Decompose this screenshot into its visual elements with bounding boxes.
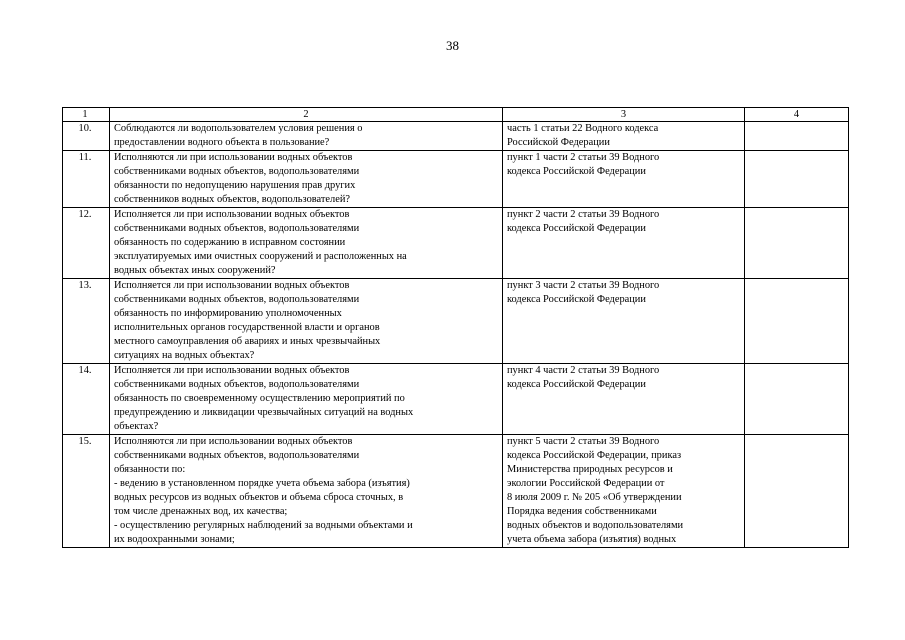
question-line: собственниками водных объектов, водопользователями bbox=[114, 223, 360, 234]
legal-basis-cell bbox=[503, 151, 745, 208]
legal-basis-cell bbox=[503, 364, 745, 435]
header-col-basis: 3 bbox=[503, 108, 745, 122]
question-cell bbox=[110, 208, 503, 279]
legal-basis-line: пункт 2 части 2 статьи 39 Водного bbox=[507, 209, 660, 220]
legal-basis-line: пункт 5 части 2 статьи 39 Водного bbox=[507, 436, 660, 447]
legal-basis-line: кодекса Российской Федерации bbox=[507, 379, 646, 390]
legal-basis-line: Порядка ведения собственниками bbox=[507, 506, 657, 517]
legal-basis-line: кодекса Российской Федерации bbox=[507, 166, 646, 177]
question-line: ситуациях на водных объектах? bbox=[114, 350, 255, 361]
question-line: собственников водных объектов, водопользователей? bbox=[114, 194, 351, 205]
legal-basis-cell bbox=[503, 435, 745, 548]
table-body bbox=[63, 122, 849, 548]
question-line: - ведению в установленном порядке учета объема забора (изъятия) bbox=[114, 478, 410, 489]
question-line: обязанности по: bbox=[114, 464, 186, 475]
question-line: - осуществлению регулярных наблюдений за водными объектами и bbox=[114, 520, 413, 531]
note-cell bbox=[745, 208, 849, 279]
question-line: Исполняется ли при использовании водных объектов bbox=[114, 280, 350, 291]
question-line: обязанность по информированию уполномоченных bbox=[114, 308, 342, 319]
question-line: обязанности по недопущению нарушения прав других bbox=[114, 180, 356, 191]
question-line: предупреждению и ликвидации чрезвычайных ситуаций на водных bbox=[114, 407, 414, 418]
note-cell bbox=[745, 279, 849, 364]
page-number: 38 bbox=[446, 38, 459, 53]
row-number: 11. bbox=[63, 151, 110, 208]
question-line: обязанность по своевременному осуществлению мероприятий по bbox=[114, 393, 405, 404]
question-line: предоставлении водного объекта в пользование? bbox=[114, 137, 330, 148]
table-row bbox=[63, 151, 849, 208]
question-line: местного самоуправления об авариях и иных чрезвычайных bbox=[114, 336, 381, 347]
legal-basis-line: пункт 4 части 2 статьи 39 Водного bbox=[507, 365, 660, 376]
question-line: Исполняются ли при использовании водных объектов bbox=[114, 436, 353, 447]
row-number: 13. bbox=[63, 279, 110, 364]
note-cell bbox=[745, 364, 849, 435]
header-col-number: 1 bbox=[63, 108, 110, 122]
question-cell bbox=[110, 122, 503, 151]
question-line: их водоохранными зонами; bbox=[114, 534, 235, 545]
question-line: исполнительных органов государственной власти и органов bbox=[114, 322, 380, 333]
question-cell bbox=[110, 364, 503, 435]
legal-basis-line: пункт 3 части 2 статьи 39 Водного bbox=[507, 280, 660, 291]
question-line: водных ресурсов из водных объектов и объема сброса сточных, в bbox=[114, 492, 404, 503]
question-cell bbox=[110, 279, 503, 364]
row-number: 14. bbox=[63, 364, 110, 435]
legal-basis-line: экологии Российской Федерации от bbox=[507, 478, 665, 489]
question-line: Исполняется ли при использовании водных объектов bbox=[114, 365, 350, 376]
question-line: собственниками водных объектов, водопользователями bbox=[114, 450, 360, 461]
header-col-note: 4 bbox=[745, 108, 849, 122]
question-line: Соблюдаются ли водопользователем условия решения о bbox=[114, 123, 363, 134]
question-line: эксплуатируемых ими очистных сооружений и расположенных на bbox=[114, 251, 407, 262]
question-line: водных объектах иных сооружений? bbox=[114, 265, 276, 276]
row-number: 15. bbox=[63, 435, 110, 548]
legal-basis-line: кодекса Российской Федерации bbox=[507, 294, 646, 305]
question-line: собственниками водных объектов, водопользователями bbox=[114, 166, 360, 177]
legal-basis-line: водных объектов и водопользователями bbox=[507, 520, 684, 531]
legal-basis-line: Российской Федерации bbox=[507, 137, 610, 148]
table-row bbox=[63, 364, 849, 435]
question-line: Исполняется ли при использовании водных объектов bbox=[114, 209, 350, 220]
question-line: объектах? bbox=[114, 421, 159, 432]
note-cell bbox=[745, 122, 849, 151]
question-line: том числе дренажных вод, их качества; bbox=[114, 506, 288, 517]
question-line: собственниками водных объектов, водопользователями bbox=[114, 294, 360, 305]
header-col-question: 2 bbox=[110, 108, 503, 122]
legal-basis-line: Министерства природных ресурсов и bbox=[507, 464, 673, 475]
note-cell bbox=[745, 435, 849, 548]
note-cell bbox=[745, 151, 849, 208]
legal-basis-cell bbox=[503, 122, 745, 151]
legal-basis-cell bbox=[503, 208, 745, 279]
legal-basis-line: кодекса Российской Федерации, приказ bbox=[507, 450, 682, 461]
legal-basis-line: кодекса Российской Федерации bbox=[507, 223, 646, 234]
question-line: Исполняются ли при использовании водных объектов bbox=[114, 152, 353, 163]
table-row bbox=[63, 208, 849, 279]
legal-basis-cell bbox=[503, 279, 745, 364]
legal-basis-line: часть 1 статьи 22 Водного кодекса bbox=[507, 123, 659, 134]
legal-basis-line: 8 июля 2009 г. № 205 «Об утверждении bbox=[507, 492, 682, 503]
table-row bbox=[63, 435, 849, 548]
question-cell bbox=[110, 435, 503, 548]
table-row bbox=[63, 279, 849, 364]
row-number: 10. bbox=[63, 122, 110, 151]
question-line: обязанность по содержанию в исправном состоянии bbox=[114, 237, 346, 248]
question-line: собственниками водных объектов, водопользователями bbox=[114, 379, 360, 390]
table-row bbox=[63, 122, 849, 151]
row-number: 12. bbox=[63, 208, 110, 279]
legal-basis-line: учета объема забора (изъятия) водных bbox=[507, 534, 677, 545]
question-cell bbox=[110, 151, 503, 208]
table-header-row bbox=[63, 108, 849, 122]
legal-basis-line: пункт 1 части 2 статьи 39 Водного bbox=[507, 152, 660, 163]
inspection-checklist-table bbox=[62, 107, 849, 548]
